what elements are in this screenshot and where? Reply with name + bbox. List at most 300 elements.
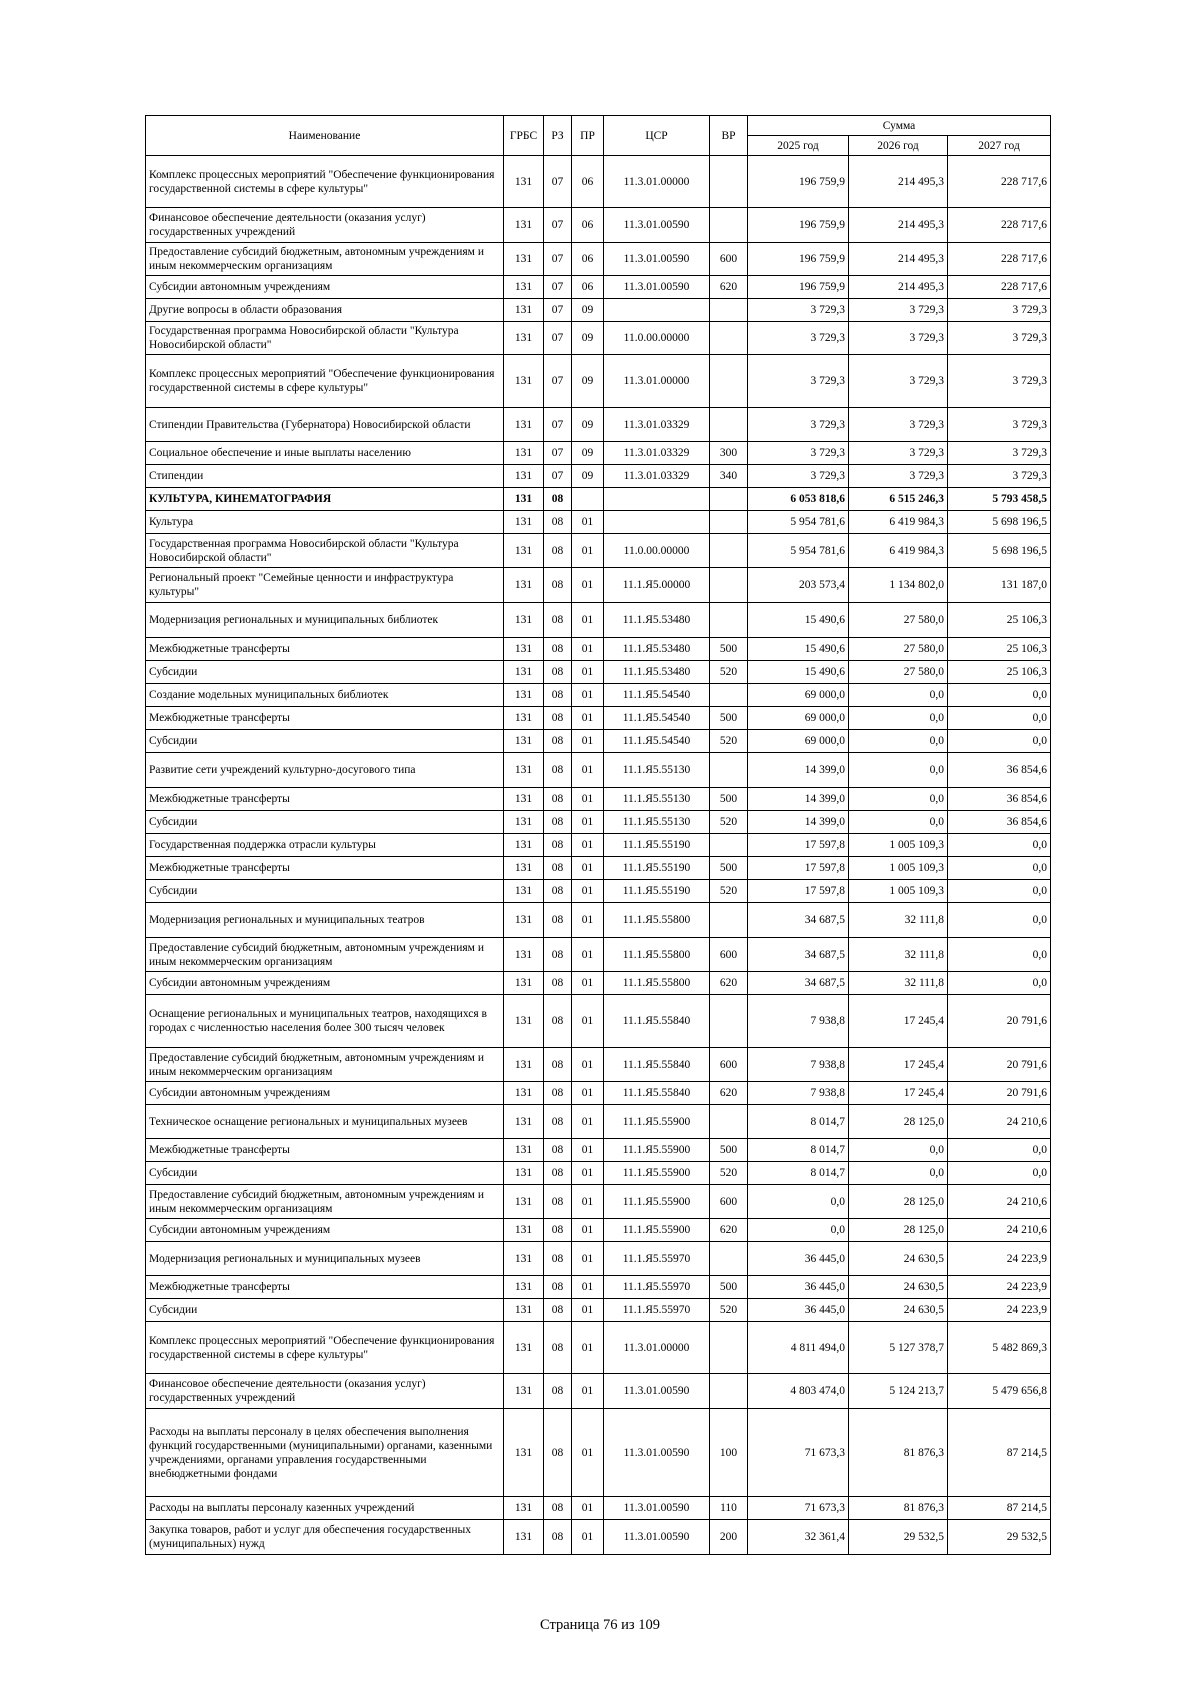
- cell-sum-2026: 6 419 984,3: [849, 534, 948, 568]
- cell-pr: 01: [572, 1162, 604, 1185]
- cell-rz: 08: [544, 1299, 572, 1322]
- cell-rz: 08: [544, 1242, 572, 1276]
- cell-pr: 06: [572, 208, 604, 243]
- cell-csr: 11.3.01.00590: [604, 1497, 710, 1520]
- cell-name: Финансовое обеспечение деятельности (оказания услуг) государственных учреждений: [146, 208, 504, 243]
- cell-csr: 11.0.00.00000: [604, 534, 710, 568]
- cell-sum-2027: 3 729,3: [948, 465, 1051, 488]
- table-row: [146, 1105, 1051, 1139]
- cell-sum-2026: 5 124 213,7: [849, 1374, 948, 1409]
- cell-pr: 01: [572, 995, 604, 1048]
- cell-sum-2026: 24 630,5: [849, 1242, 948, 1276]
- cell-vr: 600: [710, 1185, 748, 1219]
- cell-sum-2025: 71 673,3: [748, 1497, 849, 1520]
- table-row: [146, 465, 1051, 488]
- cell-sum-2025: 36 445,0: [748, 1276, 849, 1299]
- table-row: [146, 276, 1051, 299]
- cell-grbs: 131: [504, 276, 544, 299]
- table-row: [146, 753, 1051, 788]
- cell-rz: 08: [544, 534, 572, 568]
- cell-name: Предоставление субсидий бюджетным, автономным учреждениям и иным некоммерческим организациям: [146, 1185, 504, 1219]
- cell-grbs: 131: [504, 938, 544, 972]
- cell-sum-2026: 214 495,3: [849, 243, 948, 276]
- cell-name: Финансовое обеспечение деятельности (оказания услуг) государственных учреждений: [146, 1374, 504, 1409]
- cell-csr: 11.3.01.00590: [604, 1374, 710, 1409]
- cell-sum-2025: 14 399,0: [748, 811, 849, 834]
- cell-sum-2026: 27 580,0: [849, 661, 948, 684]
- cell-grbs: 131: [504, 730, 544, 753]
- cell-grbs: 131: [504, 442, 544, 465]
- cell-sum-2025: 3 729,3: [748, 408, 849, 442]
- header-year-2027: 2027 год: [948, 136, 1051, 156]
- cell-grbs: 131: [504, 1139, 544, 1162]
- cell-name: Субсидии автономным учреждениям: [146, 276, 504, 299]
- cell-name: Культура: [146, 511, 504, 534]
- cell-pr: 01: [572, 880, 604, 903]
- cell-csr: 11.3.01.00000: [604, 355, 710, 408]
- cell-vr: [710, 903, 748, 938]
- table-row: [146, 834, 1051, 857]
- cell-pr: 01: [572, 568, 604, 603]
- cell-sum-2026: 0,0: [849, 1139, 948, 1162]
- cell-rz: 07: [544, 465, 572, 488]
- cell-sum-2025: 36 445,0: [748, 1242, 849, 1276]
- cell-pr: 06: [572, 276, 604, 299]
- cell-name: Расходы на выплаты персоналу в целях обеспечения выполнения функций государственными (муниципальными) органами, казенными учреждениями, органами управления государственными внебюджетными фондами: [146, 1409, 504, 1497]
- cell-name: Стипендии Правительства (Губернатора) Новосибирской области: [146, 408, 504, 442]
- cell-sum-2026: 1 005 109,3: [849, 880, 948, 903]
- cell-csr: [604, 488, 710, 511]
- cell-name: Субсидии автономным учреждениям: [146, 972, 504, 995]
- cell-sum-2026: 5 127 378,7: [849, 1322, 948, 1374]
- cell-vr: 600: [710, 1048, 748, 1082]
- cell-vr: 520: [710, 1162, 748, 1185]
- cell-sum-2027: 5 698 196,5: [948, 534, 1051, 568]
- cell-pr: 01: [572, 1520, 604, 1555]
- cell-vr: [710, 322, 748, 355]
- cell-vr: 600: [710, 243, 748, 276]
- cell-sum-2026: 3 729,3: [849, 408, 948, 442]
- cell-name: Межбюджетные трансферты: [146, 707, 504, 730]
- cell-csr: 11.1.Я5.55970: [604, 1299, 710, 1322]
- cell-sum-2026: 17 245,4: [849, 995, 948, 1048]
- cell-name: Предоставление субсидий бюджетным, автономным учреждениям и иным некоммерческим организациям: [146, 243, 504, 276]
- cell-sum-2027: 0,0: [948, 938, 1051, 972]
- cell-pr: 01: [572, 1185, 604, 1219]
- cell-grbs: 131: [504, 322, 544, 355]
- cell-grbs: 131: [504, 638, 544, 661]
- table-row: [146, 1409, 1051, 1497]
- cell-sum-2025: 4 803 474,0: [748, 1374, 849, 1409]
- table-row: [146, 1497, 1051, 1520]
- cell-name: Закупка товаров, работ и услуг для обеспечения государственных (муниципальных) нужд: [146, 1520, 504, 1555]
- cell-rz: 08: [544, 1082, 572, 1105]
- cell-name: Субсидии: [146, 1299, 504, 1322]
- cell-grbs: 131: [504, 603, 544, 638]
- cell-csr: 11.1.Я5.55900: [604, 1105, 710, 1139]
- cell-sum-2025: 0,0: [748, 1185, 849, 1219]
- table-row: [146, 1185, 1051, 1219]
- cell-pr: 01: [572, 511, 604, 534]
- cell-vr: 500: [710, 638, 748, 661]
- cell-grbs: 131: [504, 1219, 544, 1242]
- table-row: [146, 1242, 1051, 1276]
- cell-sum-2025: 71 673,3: [748, 1409, 849, 1497]
- cell-name: Межбюджетные трансферты: [146, 1276, 504, 1299]
- cell-vr: 300: [710, 442, 748, 465]
- cell-sum-2025: 6 053 818,6: [748, 488, 849, 511]
- cell-csr: 11.3.01.00590: [604, 243, 710, 276]
- cell-sum-2027: 0,0: [948, 707, 1051, 730]
- cell-grbs: 131: [504, 1162, 544, 1185]
- header-sum: Сумма: [748, 116, 1051, 136]
- cell-csr: 11.3.01.00590: [604, 208, 710, 243]
- cell-pr: 01: [572, 638, 604, 661]
- header-vr: ВР: [710, 116, 748, 156]
- cell-sum-2027: 24 210,6: [948, 1219, 1051, 1242]
- cell-pr: 06: [572, 156, 604, 208]
- cell-vr: 520: [710, 880, 748, 903]
- table-row: [146, 903, 1051, 938]
- cell-rz: 07: [544, 322, 572, 355]
- cell-csr: 11.1.Я5.53480: [604, 661, 710, 684]
- cell-rz: 08: [544, 1374, 572, 1409]
- cell-sum-2027: 228 717,6: [948, 208, 1051, 243]
- cell-sum-2026: 0,0: [849, 753, 948, 788]
- cell-grbs: 131: [504, 511, 544, 534]
- cell-rz: 07: [544, 299, 572, 322]
- cell-csr: [604, 299, 710, 322]
- cell-sum-2027: 25 106,3: [948, 661, 1051, 684]
- cell-grbs: 131: [504, 811, 544, 834]
- cell-sum-2026: 0,0: [849, 811, 948, 834]
- cell-sum-2026: 1 005 109,3: [849, 857, 948, 880]
- cell-pr: 01: [572, 1219, 604, 1242]
- cell-pr: 01: [572, 753, 604, 788]
- cell-name: Субсидии: [146, 730, 504, 753]
- cell-rz: 08: [544, 880, 572, 903]
- cell-grbs: 131: [504, 995, 544, 1048]
- cell-sum-2027: 0,0: [948, 730, 1051, 753]
- cell-rz: 07: [544, 355, 572, 408]
- table-row: [146, 1219, 1051, 1242]
- cell-sum-2025: 15 490,6: [748, 661, 849, 684]
- cell-pr: 01: [572, 1374, 604, 1409]
- table-row: [146, 156, 1051, 208]
- cell-sum-2025: 4 811 494,0: [748, 1322, 849, 1374]
- cell-sum-2026: 81 876,3: [849, 1409, 948, 1497]
- cell-name: Социальное обеспечение и иные выплаты населению: [146, 442, 504, 465]
- cell-sum-2026: 1 005 109,3: [849, 834, 948, 857]
- cell-vr: 500: [710, 788, 748, 811]
- cell-sum-2025: 5 954 781,6: [748, 511, 849, 534]
- cell-pr: 01: [572, 938, 604, 972]
- cell-sum-2025: 8 014,7: [748, 1139, 849, 1162]
- cell-sum-2026: 32 111,8: [849, 903, 948, 938]
- cell-sum-2026: 3 729,3: [849, 465, 948, 488]
- cell-csr: 11.1.Я5.55900: [604, 1162, 710, 1185]
- cell-csr: 11.1.Я5.55840: [604, 1048, 710, 1082]
- header-rz: РЗ: [544, 116, 572, 156]
- cell-vr: 620: [710, 1219, 748, 1242]
- cell-name: Государственная поддержка отрасли культуры: [146, 834, 504, 857]
- cell-grbs: 131: [504, 1105, 544, 1139]
- table-row: [146, 1048, 1051, 1082]
- table-row: [146, 638, 1051, 661]
- cell-sum-2025: 0,0: [748, 1219, 849, 1242]
- cell-name: Предоставление субсидий бюджетным, автономным учреждениям и иным некоммерческим организациям: [146, 1048, 504, 1082]
- cell-sum-2027: 24 210,6: [948, 1185, 1051, 1219]
- cell-sum-2026: 17 245,4: [849, 1048, 948, 1082]
- cell-name: Комплекс процессных мероприятий "Обеспечение функционирования государственной системы в сфере культуры": [146, 1322, 504, 1374]
- cell-sum-2025: 34 687,5: [748, 972, 849, 995]
- cell-sum-2027: 5 793 458,5: [948, 488, 1051, 511]
- cell-pr: 01: [572, 707, 604, 730]
- cell-csr: 11.3.01.00590: [604, 1409, 710, 1497]
- cell-rz: 08: [544, 1322, 572, 1374]
- cell-csr: 11.3.01.00590: [604, 1520, 710, 1555]
- cell-grbs: 131: [504, 972, 544, 995]
- cell-sum-2025: 69 000,0: [748, 684, 849, 707]
- table-row: [146, 568, 1051, 603]
- cell-rz: 08: [544, 511, 572, 534]
- cell-vr: 600: [710, 938, 748, 972]
- cell-name: Субсидии: [146, 811, 504, 834]
- cell-name: Государственная программа Новосибирской области "Культура Новосибирской области": [146, 534, 504, 568]
- cell-sum-2025: 196 759,9: [748, 156, 849, 208]
- budget-table: [145, 115, 1051, 1555]
- table-row: [146, 408, 1051, 442]
- cell-grbs: 131: [504, 534, 544, 568]
- cell-sum-2027: 87 214,5: [948, 1497, 1051, 1520]
- cell-vr: 500: [710, 1139, 748, 1162]
- table-row: [146, 730, 1051, 753]
- cell-sum-2027: 0,0: [948, 834, 1051, 857]
- cell-grbs: 131: [504, 661, 544, 684]
- table-row: [146, 661, 1051, 684]
- cell-sum-2025: 7 938,8: [748, 1048, 849, 1082]
- cell-sum-2025: 14 399,0: [748, 788, 849, 811]
- cell-rz: 08: [544, 811, 572, 834]
- cell-rz: 08: [544, 1219, 572, 1242]
- cell-pr: 01: [572, 534, 604, 568]
- cell-sum-2027: 3 729,3: [948, 442, 1051, 465]
- cell-grbs: 131: [504, 1374, 544, 1409]
- cell-sum-2026: 27 580,0: [849, 638, 948, 661]
- cell-sum-2027: 3 729,3: [948, 408, 1051, 442]
- cell-sum-2025: 7 938,8: [748, 995, 849, 1048]
- table-row: [146, 1276, 1051, 1299]
- cell-csr: 11.1.Я5.00000: [604, 568, 710, 603]
- cell-sum-2027: 24 223,9: [948, 1299, 1051, 1322]
- cell-pr: 01: [572, 1048, 604, 1082]
- cell-vr: [710, 568, 748, 603]
- table-row: [146, 880, 1051, 903]
- cell-csr: 11.3.01.03329: [604, 408, 710, 442]
- cell-vr: [710, 156, 748, 208]
- cell-name: Субсидии автономным учреждениям: [146, 1082, 504, 1105]
- cell-sum-2027: 36 854,6: [948, 753, 1051, 788]
- cell-pr: 09: [572, 408, 604, 442]
- cell-pr: 01: [572, 603, 604, 638]
- cell-pr: 01: [572, 1497, 604, 1520]
- cell-pr: 01: [572, 661, 604, 684]
- cell-rz: 08: [544, 903, 572, 938]
- cell-sum-2025: 196 759,9: [748, 208, 849, 243]
- cell-vr: [710, 684, 748, 707]
- cell-rz: 08: [544, 972, 572, 995]
- cell-sum-2027: 20 791,6: [948, 995, 1051, 1048]
- cell-rz: 08: [544, 1409, 572, 1497]
- table-row: [146, 488, 1051, 511]
- cell-sum-2027: 20 791,6: [948, 1082, 1051, 1105]
- cell-grbs: 131: [504, 156, 544, 208]
- cell-vr: [710, 995, 748, 1048]
- cell-sum-2026: 0,0: [849, 788, 948, 811]
- cell-name: Расходы на выплаты персоналу казенных учреждений: [146, 1497, 504, 1520]
- cell-rz: 07: [544, 156, 572, 208]
- cell-csr: 11.1.Я5.53480: [604, 638, 710, 661]
- cell-vr: [710, 511, 748, 534]
- table-row: [146, 857, 1051, 880]
- table-row: [146, 1520, 1051, 1555]
- cell-pr: 01: [572, 1139, 604, 1162]
- cell-grbs: 131: [504, 299, 544, 322]
- header-year-2025: 2025 год: [748, 136, 849, 156]
- cell-csr: 11.3.01.00000: [604, 156, 710, 208]
- cell-sum-2027: 5 698 196,5: [948, 511, 1051, 534]
- cell-sum-2027: 24 223,9: [948, 1242, 1051, 1276]
- cell-name: КУЛЬТУРА, КИНЕМАТОГРАФИЯ: [146, 488, 504, 511]
- cell-pr: 06: [572, 243, 604, 276]
- cell-vr: 620: [710, 1082, 748, 1105]
- cell-sum-2026: 28 125,0: [849, 1185, 948, 1219]
- cell-sum-2027: 0,0: [948, 880, 1051, 903]
- cell-sum-2027: 25 106,3: [948, 603, 1051, 638]
- cell-grbs: 131: [504, 488, 544, 511]
- header-grbs: ГРБС: [504, 116, 544, 156]
- cell-name: Межбюджетные трансферты: [146, 638, 504, 661]
- table-row: [146, 707, 1051, 730]
- cell-rz: 08: [544, 684, 572, 707]
- cell-name: Комплекс процессных мероприятий "Обеспечение функционирования государственной системы в сфере культуры": [146, 355, 504, 408]
- cell-rz: 08: [544, 1048, 572, 1082]
- cell-sum-2025: 7 938,8: [748, 1082, 849, 1105]
- table-row: [146, 1322, 1051, 1374]
- cell-name: Предоставление субсидий бюджетным, автономным учреждениям и иным некоммерческим организациям: [146, 938, 504, 972]
- cell-csr: 11.1.Я5.55900: [604, 1219, 710, 1242]
- cell-sum-2027: 0,0: [948, 857, 1051, 880]
- cell-sum-2026: 0,0: [849, 684, 948, 707]
- cell-csr: 11.1.Я5.54540: [604, 707, 710, 730]
- cell-csr: 11.1.Я5.54540: [604, 730, 710, 753]
- cell-csr: 11.1.Я5.55190: [604, 880, 710, 903]
- cell-sum-2027: 0,0: [948, 1162, 1051, 1185]
- cell-rz: 07: [544, 408, 572, 442]
- cell-sum-2027: 3 729,3: [948, 355, 1051, 408]
- cell-vr: [710, 355, 748, 408]
- cell-vr: 520: [710, 730, 748, 753]
- cell-vr: [710, 208, 748, 243]
- cell-grbs: 131: [504, 788, 544, 811]
- cell-csr: 11.1.Я5.55800: [604, 903, 710, 938]
- cell-vr: [710, 834, 748, 857]
- cell-grbs: 131: [504, 707, 544, 730]
- cell-rz: 08: [544, 1276, 572, 1299]
- cell-rz: 07: [544, 442, 572, 465]
- cell-rz: 08: [544, 707, 572, 730]
- cell-sum-2026: 214 495,3: [849, 276, 948, 299]
- cell-pr: 01: [572, 1082, 604, 1105]
- table-row: [146, 1082, 1051, 1105]
- cell-grbs: 131: [504, 834, 544, 857]
- cell-sum-2026: 24 630,5: [849, 1299, 948, 1322]
- cell-vr: 620: [710, 972, 748, 995]
- table-row: [146, 1139, 1051, 1162]
- cell-pr: 01: [572, 1242, 604, 1276]
- cell-pr: 01: [572, 1299, 604, 1322]
- cell-sum-2025: 3 729,3: [748, 322, 849, 355]
- cell-grbs: 131: [504, 1299, 544, 1322]
- cell-name: Межбюджетные трансферты: [146, 857, 504, 880]
- cell-sum-2025: 196 759,9: [748, 276, 849, 299]
- cell-grbs: 131: [504, 1497, 544, 1520]
- cell-vr: 100: [710, 1409, 748, 1497]
- cell-sum-2026: 3 729,3: [849, 322, 948, 355]
- cell-rz: 08: [544, 938, 572, 972]
- cell-rz: 08: [544, 1162, 572, 1185]
- cell-grbs: 131: [504, 465, 544, 488]
- table-row: [146, 995, 1051, 1048]
- table-body: [146, 156, 1051, 1555]
- cell-grbs: 131: [504, 408, 544, 442]
- cell-grbs: 131: [504, 903, 544, 938]
- cell-vr: 520: [710, 661, 748, 684]
- cell-csr: 11.1.Я5.55900: [604, 1139, 710, 1162]
- cell-sum-2026: 6 419 984,3: [849, 511, 948, 534]
- cell-name: Субсидии: [146, 1162, 504, 1185]
- cell-csr: 11.0.00.00000: [604, 322, 710, 355]
- table-row: [146, 243, 1051, 276]
- table-row: [146, 1374, 1051, 1409]
- cell-sum-2025: 69 000,0: [748, 730, 849, 753]
- cell-vr: 110: [710, 1497, 748, 1520]
- cell-sum-2025: 36 445,0: [748, 1299, 849, 1322]
- header-csr: ЦСР: [604, 116, 710, 156]
- cell-sum-2025: 69 000,0: [748, 707, 849, 730]
- table-row: [146, 811, 1051, 834]
- cell-sum-2025: 5 954 781,6: [748, 534, 849, 568]
- cell-sum-2025: 3 729,3: [748, 442, 849, 465]
- cell-sum-2027: 25 106,3: [948, 638, 1051, 661]
- cell-rz: 07: [544, 208, 572, 243]
- cell-csr: 11.1.Я5.55840: [604, 1082, 710, 1105]
- cell-pr: 01: [572, 1276, 604, 1299]
- cell-sum-2025: 14 399,0: [748, 753, 849, 788]
- cell-rz: 08: [544, 1139, 572, 1162]
- cell-rz: 08: [544, 753, 572, 788]
- cell-sum-2027: 228 717,6: [948, 276, 1051, 299]
- cell-name: Модернизация региональных и муниципальных библиотек: [146, 603, 504, 638]
- cell-name: Оснащение региональных и муниципальных театров, находящихся в городах с численностью населения более 300 тысяч человек: [146, 995, 504, 1048]
- cell-sum-2027: 36 854,6: [948, 811, 1051, 834]
- cell-sum-2025: 3 729,3: [748, 299, 849, 322]
- cell-sum-2027: 24 210,6: [948, 1105, 1051, 1139]
- cell-sum-2026: 81 876,3: [849, 1497, 948, 1520]
- table-row: [146, 511, 1051, 534]
- cell-rz: 08: [544, 995, 572, 1048]
- cell-pr: 09: [572, 465, 604, 488]
